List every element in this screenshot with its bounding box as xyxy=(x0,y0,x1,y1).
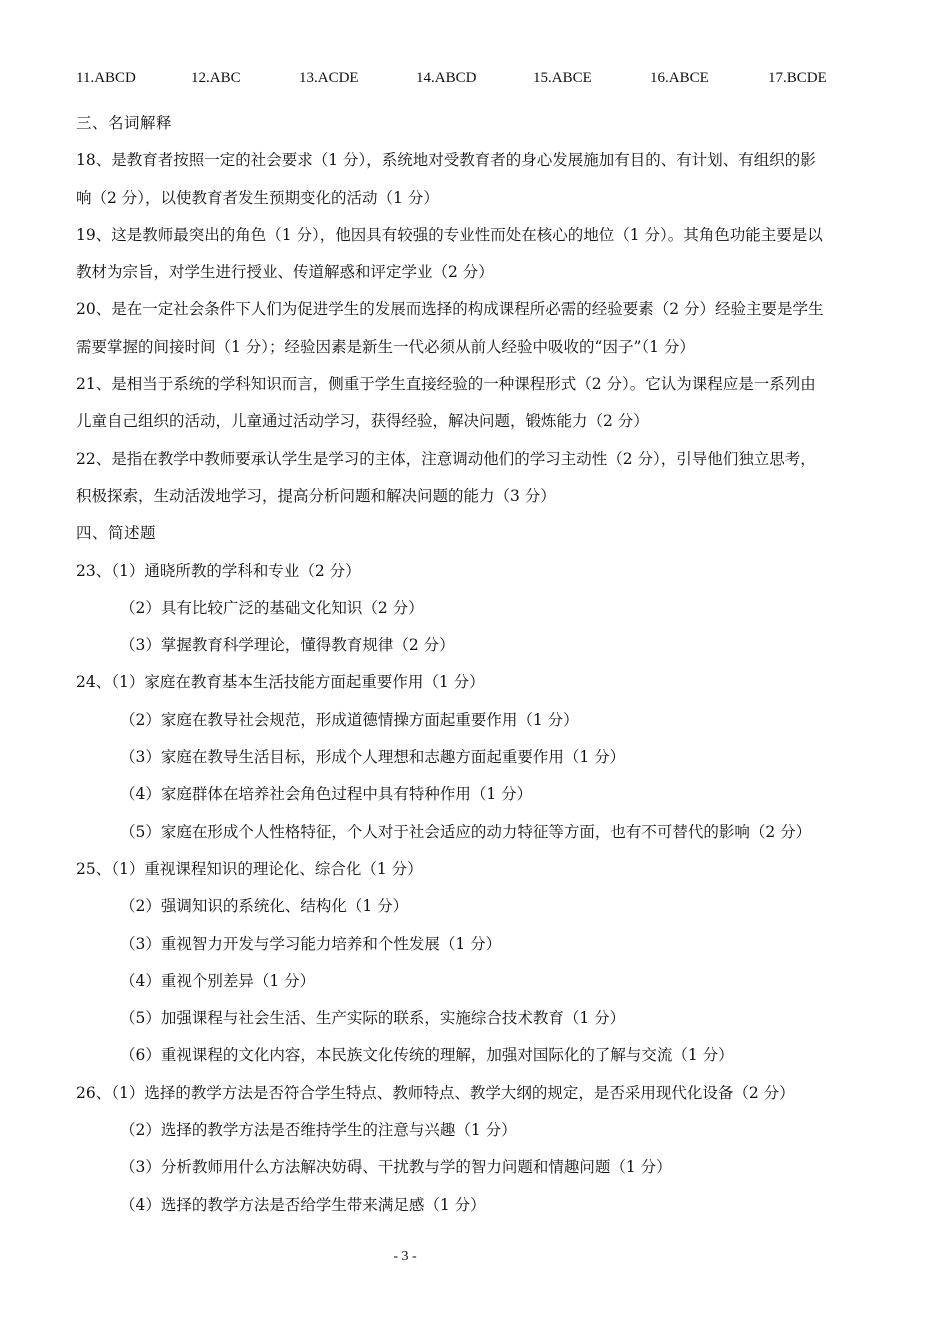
answer-25-item: （5）加强课程与社会生活、生产实际的联系，实施综合技术教育（1 分） xyxy=(120,1009,626,1028)
mc-answer: 15.ABCE xyxy=(533,70,592,86)
mc-answer: 11.ABCD xyxy=(76,70,136,86)
mc-answer: 12.ABC xyxy=(191,70,241,86)
answer-24-item-1: 24、（1）家庭在教育基本生活技能方面起重要作用（1 分） xyxy=(76,673,485,692)
section-title: 三、名词解释 xyxy=(76,114,173,132)
mc-answer: 17.BCDE xyxy=(768,70,827,86)
answer-18-line-1: 18、是教育者按照一定的社会要求（1 分），系统地对受教育者的身心发展施加有目的、有计划、有组织的影 xyxy=(76,151,816,170)
answer-20-line-1: 20、是在一定社会条件下人们为促进学生的发展而选择的构成课程所必需的经验要素（2 分）经验主要是学生 xyxy=(76,300,824,319)
answer-26-item: （3）分析教师用什么方法解决妨碍、干扰教与学的智力问题和情趣问题（1 分） xyxy=(120,1158,672,1177)
answer-23-item: （2）具有比较广泛的基础文化知识（2 分） xyxy=(120,598,424,617)
answer-19-line-1: 19、这是教师最突出的角色（1 分），他因具有较强的专业性而处在核心的地位（1 分）。其角色功能主要是以 xyxy=(76,225,823,244)
answer-25-item: （6）重视课程的文化内容，本民族文化传统的理解，加强对国际化的了解与交流（1 分） xyxy=(120,1046,734,1065)
answer-20-line-2: 需要掌握的间接时间（1 分）；经验因素是新生一代必须从前人经验中吸收的“因子”（1 分） xyxy=(76,337,695,356)
mc-answer: 13.ACDE xyxy=(299,70,359,86)
answer-content xyxy=(76,105,886,1224)
answer-25-item: （2）强调知识的系统化、结构化（1 分） xyxy=(120,897,409,916)
answer-22-line-1: 22、是指在教学中教师要承认学生是学习的主体，注意调动他们的学习主动性（2 分），引导他们独立思考， xyxy=(76,449,816,468)
answer-26-item: （4）选择的教学方法是否给学生带来满足感（1 分） xyxy=(120,1195,486,1214)
page-number: - 3 - xyxy=(393,1249,417,1264)
answer-23-item: （3）掌握教育科学理论，懂得教育规律（2 分） xyxy=(120,636,455,655)
answer-25-item: （3）重视智力开发与学习能力培养和个性发展（1 分） xyxy=(120,934,502,953)
mc-answer: 14.ABCD xyxy=(416,70,477,86)
section-title: 四、简述题 xyxy=(76,524,157,543)
answer-24-item: （5）家庭在形成个人性格特征，个人对于社会适应的动力特征等方面，也有不可替代的影响（2 分） xyxy=(120,822,812,841)
answer-18-line-2: 响（2 分），以使教育者发生预期变化的活动（1 分） xyxy=(76,188,439,207)
answer-21-line-1: 21、是相当于系统的学科知识而言，侧重于学生直接经验的一种课程形式（2 分）。它认为课程应是一系列由 xyxy=(76,375,816,394)
mc-answer: 16.ABCE xyxy=(650,70,709,86)
answer-26-item: （2）选择的教学方法是否维持学生的注意与兴趣（1 分） xyxy=(120,1121,517,1140)
multiple-choice-answers xyxy=(76,70,876,94)
answer-22-line-2: 积极探索，生动活泼地学习，提高分析问题和解决问题的能力（3 分） xyxy=(76,486,556,505)
answer-23-item-1: 23、（1）通晓所教的学科和专业（2 分） xyxy=(76,561,361,580)
answer-26-item-1: 26、（1）选择的教学方法是否符合学生特点、教师特点、教学大纲的规定，是否采用现代化设备（2 分） xyxy=(76,1083,795,1102)
answer-25-item: （4）重视个别差异（1 分） xyxy=(120,971,316,990)
answer-24-item: （2）家庭在教导社会规范，形成道德情操方面起重要作用（1 分） xyxy=(120,710,579,729)
answer-25-item-1: 25、（1）重视课程知识的理论化、综合化（1 分） xyxy=(76,859,423,878)
answer-21-line-2: 儿童自己组织的活动，儿童通过活动学习，获得经验，解决问题，锻炼能力（2 分） xyxy=(76,412,649,431)
answer-19-line-2: 教材为宗旨，对学生进行授业、传道解惑和评定学业（2 分） xyxy=(76,263,494,282)
answer-24-item: （3）家庭在教导生活目标，形成个人理想和志趣方面起重要作用（1 分） xyxy=(120,748,626,767)
answer-24-item: （4）家庭群体在培养社会角色过程中具有特种作用（1 分） xyxy=(120,785,533,804)
